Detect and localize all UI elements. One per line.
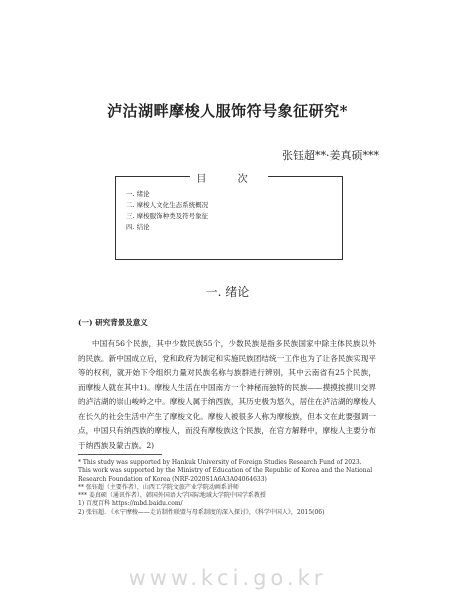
footnote: * This study was supported by Hankuk University of Foreign Studies Research Fund of 2023. This work was supported by the Ministry of Education of the Republic of Korea and the National Research Foundation of Korea (NRF-2020S1A6A3A04064633) xyxy=(78,459,373,483)
footnote-divider xyxy=(78,454,162,455)
toc-list xyxy=(126,189,208,233)
footnote: *** 姜真硕（通讯作者），韩国外国语大学国际地域大学院中国学系教授 xyxy=(78,492,266,500)
toc-heading: 目 次 xyxy=(190,174,267,185)
toc-item: 二. 摩梭人文化生态系统概况 xyxy=(126,201,209,209)
toc-item: 一. 绪论 xyxy=(126,190,150,198)
body-text xyxy=(78,337,376,453)
watermark: www.kci.go.kr xyxy=(128,566,327,590)
footnotes xyxy=(78,459,376,517)
toc-item: 四. 结论 xyxy=(126,223,150,231)
footnote: ** 张钰超（主要作者），山西工学院文旅产业学院动画系讲师 xyxy=(78,483,239,491)
footnote: 1) 百度百科 https://mbd.baidu.com/ xyxy=(78,500,183,508)
toc-item: 三. 摩梭服饰种类及符号象征 xyxy=(126,212,209,220)
footnote: 2) 张钰超. 《永宁摩梭——走访制性联盟与母系制度的深入探讨》，《科学中国人》，2015(06) xyxy=(78,508,325,516)
paper-title: 泸沽湖畔摩梭人服饰符号象征研究* xyxy=(107,102,348,120)
table-of-contents xyxy=(115,176,343,260)
author-line: 张钰超**·姜真硕*** xyxy=(282,149,379,162)
section-heading: 一. 绪论 xyxy=(205,285,250,299)
body-paragraph: 中国有56个民族，其中少数民族55个，少数民族是指多民族国家中除主体民族以外的民族。新中国成立后，党和政府为制定和实施民族团结统一工作也为了让各民族实现平等的权利，就开始下令组织力量对民族名称与族群进行辨别，其中云南省有25个民族，而摩梭人就在其中1)。摩梭人生活在中国南方一个神秘而独特的民族——摸摸挨摸川交界的泸沽湖的崇山峻岭之中。摩梭人属于纳西族，其历史极为悠久，居住在泸沽湖的摩梭人在长久的社会生活中产生了摩梭文化。摩梭人被很多人称为摩梭族，但本文在此要强调一点，中国只有纳西族的摩梭人，而没有摩梭族这个民族，在官方解释中，摩梭人主要分布于纳西族及蒙古族。2) xyxy=(78,339,376,450)
subsection-heading: (一) 研究背景及意义 xyxy=(78,318,148,327)
